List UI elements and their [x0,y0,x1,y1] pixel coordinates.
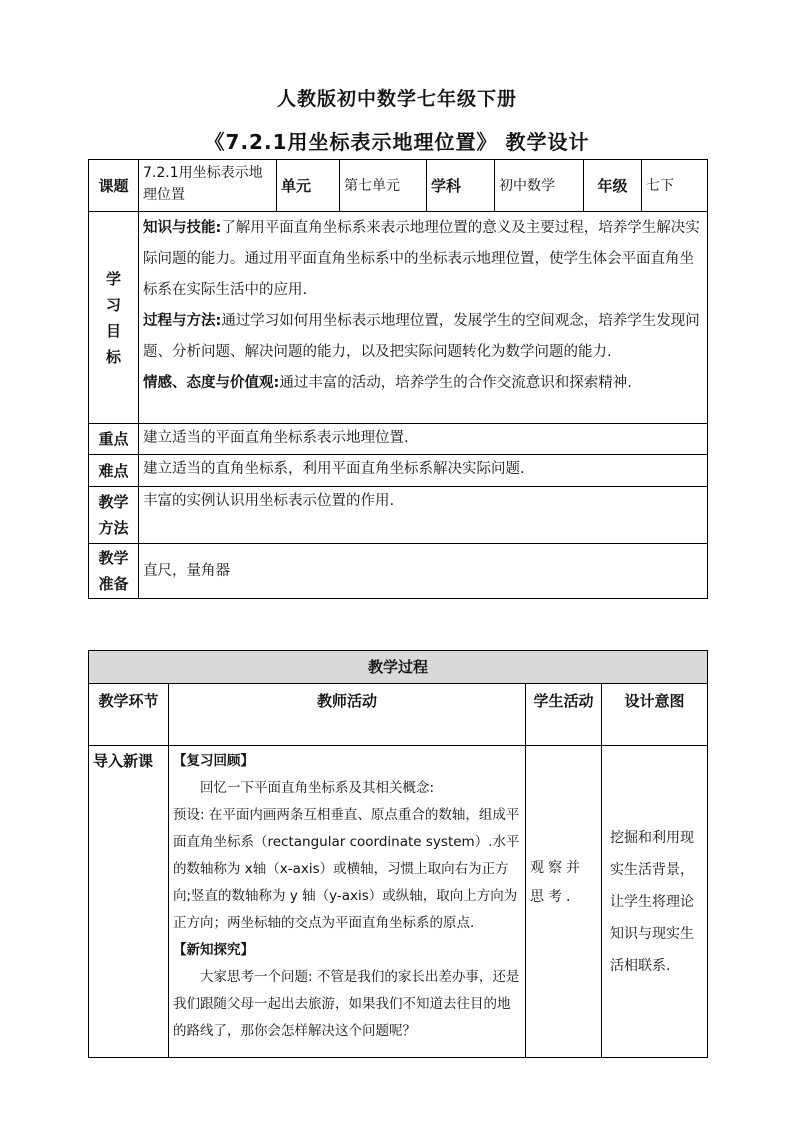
col-teacher: 教师活动 [169,684,526,746]
process-objective [143,306,703,368]
subject-label: 学科 [427,160,495,212]
review-intro: 回忆一下平面直角坐标系及其相关概念: [200,780,435,796]
objectives-label: 学习目标 [89,212,139,424]
difficulty-row [89,455,708,487]
col-student: 学生活动 [526,684,602,746]
process-text: 通过学习如何用坐标表示地理位置，发展学生的空间观念，培养学生发现问题、分析问题、解决问题的能力，以及把实际问题转化为数学问题的能力. [143,313,700,360]
difficulty-text: 建立适当的直角坐标系，利用平面直角坐标系解决实际问题. [139,455,708,487]
key-point-text: 建立适当的平面直角坐标系表示地理位置. [139,424,708,455]
design-intent: 挖掘和利用现实生活背景，让学生将理论知识与现实生活相联系. [602,746,708,1058]
col-stage: 教学环节 [89,684,169,746]
emotion-text: 通过丰富的活动，培养学生的合作交流意识和探索精神. [279,375,632,391]
unit-label: 单元 [277,160,340,212]
process-header-row [89,651,708,684]
topic-label: 课题 [89,160,139,212]
document-title: 人教版初中数学七年级下册 [276,88,517,110]
subject-value: 初中数学 [495,160,584,212]
method-label: 教学方法 [89,487,139,544]
key-point-row [89,424,708,455]
process-row-intro [89,746,708,1058]
objectives-row [89,212,708,424]
objectives-content [139,212,708,424]
col-design: 设计意图 [602,684,708,746]
emotion-objective [143,368,703,399]
key-point-label: 重点 [89,424,139,455]
knowledge-text: 了解用平面直角坐标系来表示地理位置的意义及主要过程，培养学生解决实际问题的能力。通过用平面直角坐标系中的坐标表示地理位置，使学生体会平面直角坐标系在实际生活中的应用. [143,220,700,298]
review-title: 【复习回顾】 [173,753,254,769]
process-column-row [89,684,708,746]
document-subtitle: 《7.2.1用坐标表示地理位置》 教学设计 [204,130,590,154]
prep-text: 直尺，量角器 [139,544,708,599]
info-row [89,160,708,212]
prep-label: 教学准备 [89,544,139,599]
emotion-label: 情感、态度与价值观: [143,375,280,391]
teacher-activity [169,746,526,1058]
unit-value: 第七单元 [340,160,427,212]
student-activity: 观察并思考. [526,746,602,1058]
lesson-info-table [88,159,708,599]
stage-intro: 导入新课 [89,746,169,1058]
process-label: 过程与方法: [143,313,222,329]
difficulty-label: 难点 [89,455,139,487]
method-row [89,487,708,544]
new-knowledge-body: 大家思考一个问题: 不管是我们的家长出差办事，还是我们跟随父母一起出去旅游，如果我们不知道去往目的地的路线了，那你会怎样解决这个问题呢？ [173,969,520,1039]
knowledge-label: 知识与技能: [143,220,222,236]
prep-row [89,544,708,599]
review-body: 预设: 在平面内画两条互相垂直、原点重合的数轴，组成平面直角坐标系（rectangular coordinate system）.水平的数轴称为 x轴（x-axis）或横轴，习惯上取向右为正方向;竖直的数轴称为 y 轴（y-axis）或纵轴，取向上方向为正方向；两坐标轴的交点为平面直角坐标系的原点. [173,807,520,931]
teaching-process-table [88,650,708,1058]
grade-value: 七下 [642,160,708,212]
process-header: 教学过程 [89,651,708,684]
grade-label: 年级 [584,160,642,212]
new-knowledge-title: 【新知探究】 [173,942,254,958]
knowledge-objective [143,213,703,306]
topic-value: 7.2.1用坐标表示地理位置 [139,160,277,212]
method-text: 丰富的实例认识用坐标表示位置的作用. [139,487,708,544]
